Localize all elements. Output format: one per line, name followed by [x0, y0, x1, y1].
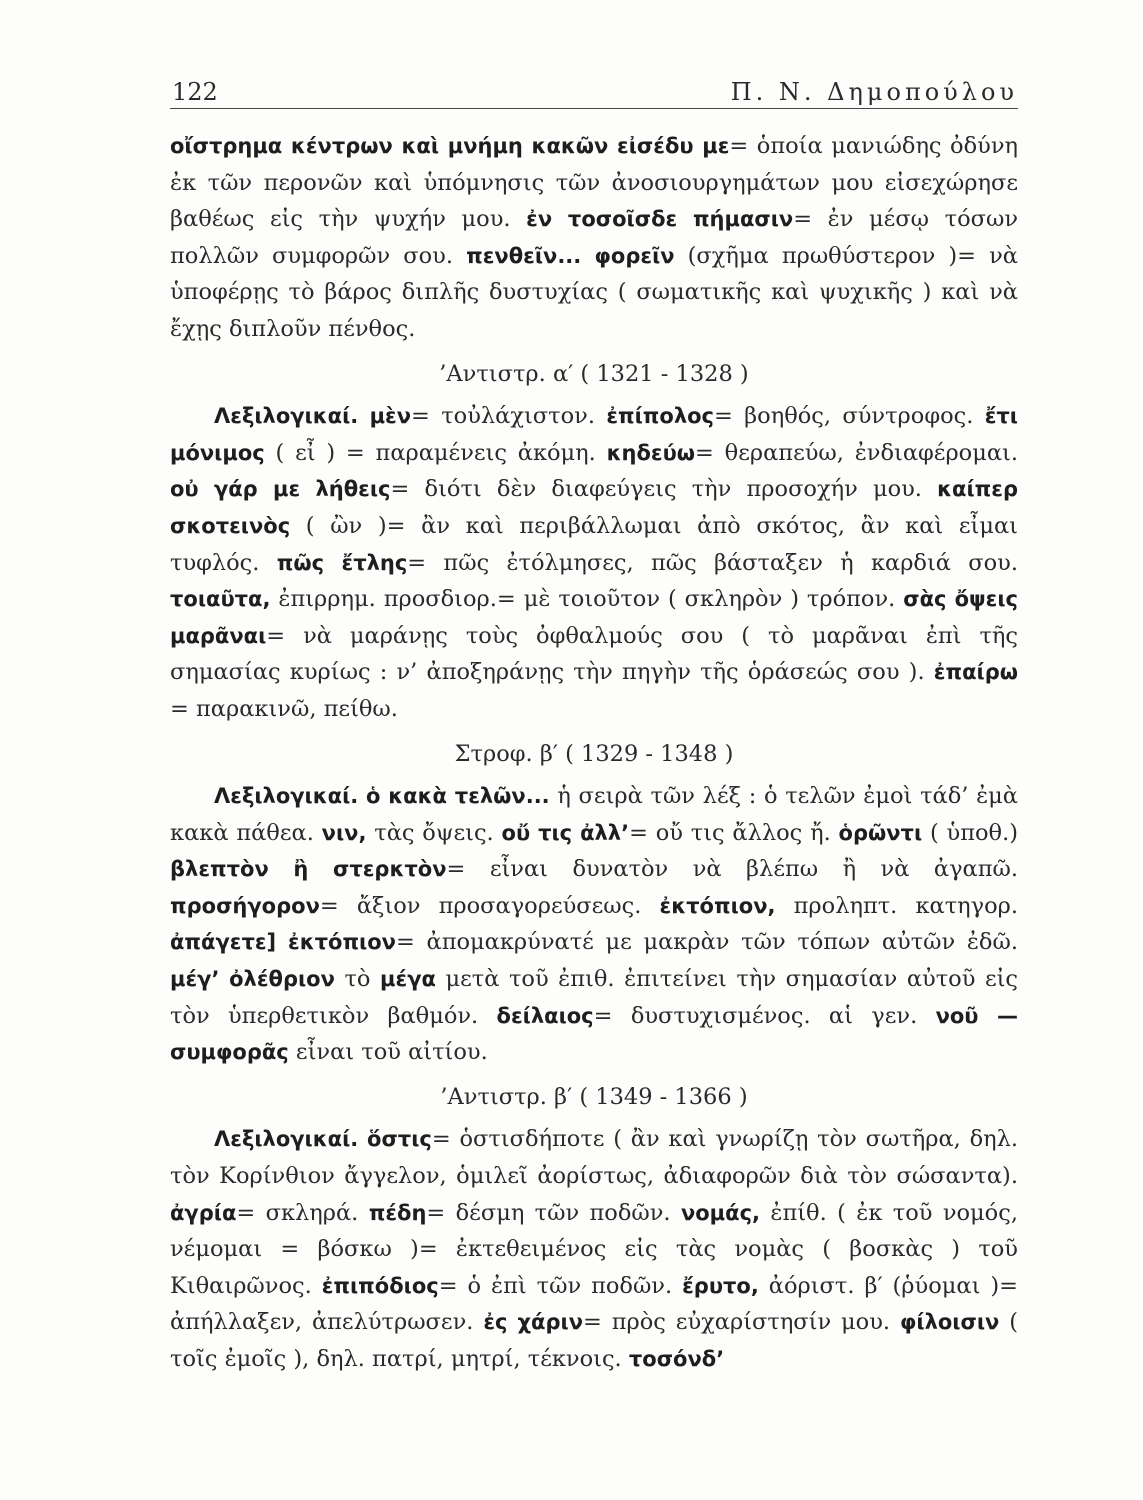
lemma: μέγ’ ὀλέθριον [170, 967, 335, 992]
gloss: = ἄξιον προσαγορεύσεως. [319, 892, 642, 919]
lemma: ἔρυτο, [682, 1273, 759, 1298]
lemma: δείλαιος [496, 1003, 594, 1028]
gloss: = δέσμη τῶν ποδῶν. [426, 1199, 671, 1226]
section-heading: Στροφ. β′ ( 1329 - 1348 ) [454, 740, 734, 767]
section-label: Λεξιλογικαί. [214, 784, 359, 809]
gloss: εἶναι τοῦ αἰτίου. [295, 1039, 488, 1066]
lemma: σὰς ὄψεις μαρᾶναι [170, 587, 1018, 648]
lemma: νομάς, [680, 1200, 760, 1225]
gloss: τὸ [344, 966, 371, 993]
gloss: = διότι δὲν διαφεύγεις τὴν προσοχήν μου. [390, 476, 922, 503]
lemma: μὲν [369, 404, 412, 429]
lemma: ὁρῶντι [838, 820, 923, 845]
lemma: πῶς ἔτλης [276, 550, 408, 575]
paragraph-vocabulary [170, 398, 1018, 727]
gloss: = ὁστισδήποτε ( ἂν καὶ γνωρίζῃ τὸν σωτῆρα, δηλ. τὸν Κορίνθιον ἄγγελον, ὁμιλεῖ ἀορίστως, ἀδιαφορῶν διὰ τὸν σώσαντα). [170, 1126, 1019, 1190]
gloss: = οὔ τις ἄλλος ἤ. [629, 819, 831, 846]
gloss: = δυστυχισμένος. αἱ γεν. [593, 1002, 918, 1029]
lemma: ἐπαίρω [933, 660, 1018, 685]
lemma: νιν, [321, 820, 367, 845]
lemma: οὔ τις ἀλλ’ [501, 820, 630, 845]
gloss: ἀόριστ. β′ (ῥύομαι )= ἀπήλλαξεν, ἀπελύτρωσεν. [170, 1272, 1018, 1336]
gloss: μετὰ τοῦ ἐπιθ. ἐπιτείνει τὴν σημασίαν αὐτοῦ εἰς τὸν ὑπερθετικὸν βαθμόν. [170, 966, 1019, 1029]
gloss: ἐπιρρημ. προσδιορ.= μὲ τοιοῦτον ( σκληρὸν ) τρόπον. [278, 586, 896, 613]
gloss: = σκληρά. [236, 1199, 359, 1226]
lemma: ἐπιπόδιος [321, 1273, 439, 1298]
running-title: Π. Ν. Δημοπούλου [730, 78, 1018, 106]
lemma: βλεπτὸν ἢ στερκτὸν [170, 857, 447, 882]
gloss: ( ὑποθ.) [929, 819, 1019, 846]
section-heading: ’Αντιστρ. α′ ( 1321 - 1328 ) [439, 360, 749, 387]
lemma: ἀπάγετε] ἐκτόπιον [170, 930, 396, 955]
gloss: = ἐν μέσῳ τόσων πολλῶν συμφορῶν σου. [170, 206, 1018, 269]
gloss: (σχῆμα πρωθύστερον )= νὰ ὑποφέρῃς τὸ βάρος διπλῆς δυστυχίας ( σωματικῆς καὶ ψυχικῆς ) καὶ νὰ ἔχῃς διπλοῦν πένθος. [170, 242, 1018, 342]
paragraph-vocabulary [170, 1121, 1018, 1377]
lemma: καίπερ σκοτεινὸς [170, 477, 1019, 538]
lemma: τοσόνδ’ [628, 1347, 725, 1371]
lemma: ἐν τοσοῖσδε πήμασιν [526, 207, 794, 232]
gloss: = εἶναι δυνατὸν νὰ βλέπω ἢ νὰ ἀγαπῶ. [446, 856, 1018, 883]
lemma: ἐς χάριν [483, 1310, 583, 1335]
gloss: = ἀπομακρύνατέ με μακρὰν τῶν τόπων αὐτῶν ἐδῶ. [395, 929, 1018, 956]
gloss: = θεραπεύω, ἐνδιαφέρομαι. [695, 439, 1019, 466]
lemma: μέγα [380, 967, 436, 992]
lemma: ἀγρία [170, 1200, 237, 1225]
lemma: οὐ γάρ με λήθεις [170, 477, 391, 502]
gloss: ( ὢν )= ἂν καὶ περιβάλλωμαι ἀπὸ σκότος, ἂν καὶ εἶμαι τυφλός. [170, 512, 1019, 576]
lemma: ὁ κακὰ τελῶν... [365, 784, 550, 809]
lemma: φίλοισιν [899, 1310, 1000, 1335]
gloss: τὰς ὄψεις. [374, 819, 494, 846]
lemma: ὅστις [367, 1127, 432, 1152]
lemma: πέδη [368, 1200, 427, 1225]
section-label: Λεξιλογικαί. [214, 404, 359, 429]
section-label: Λεξιλογικαί. [214, 1127, 359, 1152]
gloss: ( τοῖς ἐμοῖς ), δηλ. πατρί, μητρί, τέκνοις. [170, 1309, 1019, 1372]
page-header [170, 72, 1018, 109]
paragraph-vocabulary [170, 778, 1018, 1071]
lemma: νοῦ — συμφορᾶς [170, 1003, 1018, 1065]
lemma: κηδεύω [606, 440, 696, 465]
lemma: τοιαῦτα, [170, 587, 271, 612]
lemma: ἔτι μόνιμος [170, 404, 1018, 465]
gloss: = πῶς ἐτόλμησες, πῶς βάσταξεν ἡ καρδιά σου. [407, 549, 1019, 576]
lemma: ἐκτόπιον, [659, 893, 776, 918]
lemma: οἴστρημα κέντρων καὶ μνήμη κακῶν εἰσέδυ με [170, 134, 730, 158]
lemma: πενθεῖν... φορεῖν [466, 243, 675, 268]
section-heading: ’Αντιστρ. β′ ( 1349 - 1366 ) [440, 1083, 748, 1110]
gloss: = ὁποία μανιώδης ὀδύνη ἐκ τῶν περονῶν καὶ ὑπόμνησις τῶν ἀνοσιουργημάτων μου εἰσεχώρησε βαθέως εἰς τὴν ψυχήν μου. [170, 133, 1018, 233]
gloss: = πρὸς εὐχαρίστησίν μου. [583, 1309, 891, 1336]
gloss: προληπτ. κατηγορ. [793, 892, 1019, 919]
page-body [170, 128, 1018, 1378]
paragraph-continuation [170, 128, 1018, 348]
page-number: 122 [172, 78, 218, 106]
gloss: = βοηθός, σύντροφος. [714, 403, 974, 430]
gloss: = νὰ μαράνῃς τοὺς ὀφθαλμούς σου ( τὸ μαρᾶναι ἐπὶ τῆς σημασίας κυρίως : ν’ ἀποξηράνῃς τὴν πηγὴν τῆς ὁράσεώς σου ). [170, 622, 1018, 686]
gloss: = ὁ ἐπὶ τῶν ποδῶν. [438, 1272, 673, 1299]
gloss: ἡ σειρὰ τῶν λέξ : ὁ τελῶν ἐμοὶ τάδ’ ἐμὰ κακὰ πάθεα. [170, 783, 1018, 846]
gloss: ἐπίθ. ( ἐκ τοῦ νομός, νέμομαι = βόσκω )= ἐκτεθειμένος εἰς τὰς νομὰς ( βοσκὰς ) τοῦ Κιθαιρῶνος. [170, 1199, 1018, 1299]
gloss: ( εἶ ) = παραμένεις ἀκόμη. [275, 439, 596, 466]
lemma: ἐπίπολος [606, 404, 714, 429]
lemma: προσήγορον [170, 893, 320, 918]
gloss: = παρακινῶ, πείθω. [170, 695, 398, 722]
gloss: = τοὐλάχιστον. [411, 403, 595, 430]
